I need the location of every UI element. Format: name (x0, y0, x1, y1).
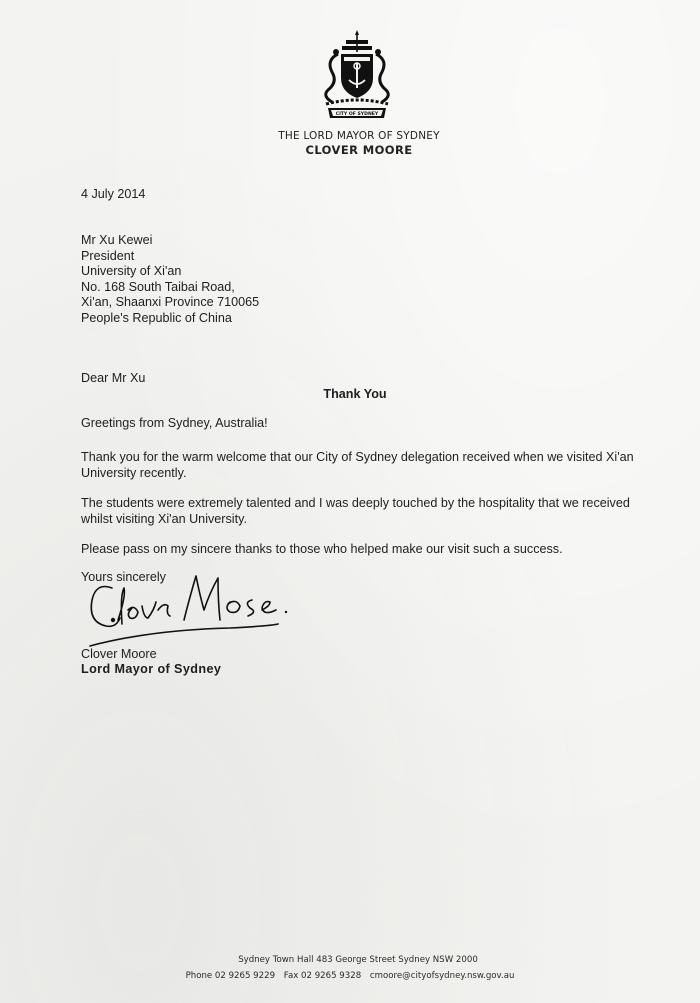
letter-subject: Thank You (323, 387, 387, 401)
recipient-address (81, 233, 259, 327)
lord-mayor-name: CLOVER MOORE (305, 143, 413, 157)
lord-mayor-title: THE LORD MAYOR OF SYDNEY (278, 130, 440, 142)
signer-name: Clover Moore (81, 647, 157, 661)
address-line: President (81, 248, 135, 263)
crest-ribbon-text: CITY OF SYDNEY (335, 112, 379, 117)
address-line: People's Republic of China (81, 310, 232, 325)
footer-fax: Fax 02 9265 9328 (283, 971, 362, 981)
city-of-sydney-crest-icon (318, 30, 396, 122)
footer-contact (0, 971, 700, 981)
letter-date: 4 July 2014 (81, 187, 146, 201)
signer-title: Lord Mayor of Sydney (81, 662, 222, 676)
handwritten-signature (80, 566, 310, 652)
footer-address: Sydney Town Hall 483 George Street Sydney NSW 2000 (238, 955, 478, 965)
closing: Yours sincerely (81, 570, 166, 584)
address-line: No. 168 South Taibai Road, (81, 279, 235, 294)
salutation: Dear Mr Xu (81, 371, 146, 385)
address-line: Mr Xu Kewei (81, 233, 153, 247)
body-paragraph: Please pass on my sincere thanks to those who helped make our visit such a success. (81, 542, 563, 556)
footer-email: cmoore@cityofsydney.nsw.gov.au (369, 971, 515, 981)
body-paragraph: Greetings from Sydney, Australia! (81, 416, 268, 430)
address-line: Xi'an, Shaanxi Province 710065 (81, 295, 260, 310)
body-paragraph: Thank you for the warm welcome that our City of Sydney delegation received when we visited Xi'an University recently. (81, 450, 634, 480)
address-line: University of Xi'an (81, 264, 182, 279)
footer-phone: Phone 02 9265 9229 (185, 971, 276, 981)
body-paragraph: The students were extremely talented and I was deeply touched by the hospitality that we received whilst visiting Xi'an University. (81, 496, 630, 526)
